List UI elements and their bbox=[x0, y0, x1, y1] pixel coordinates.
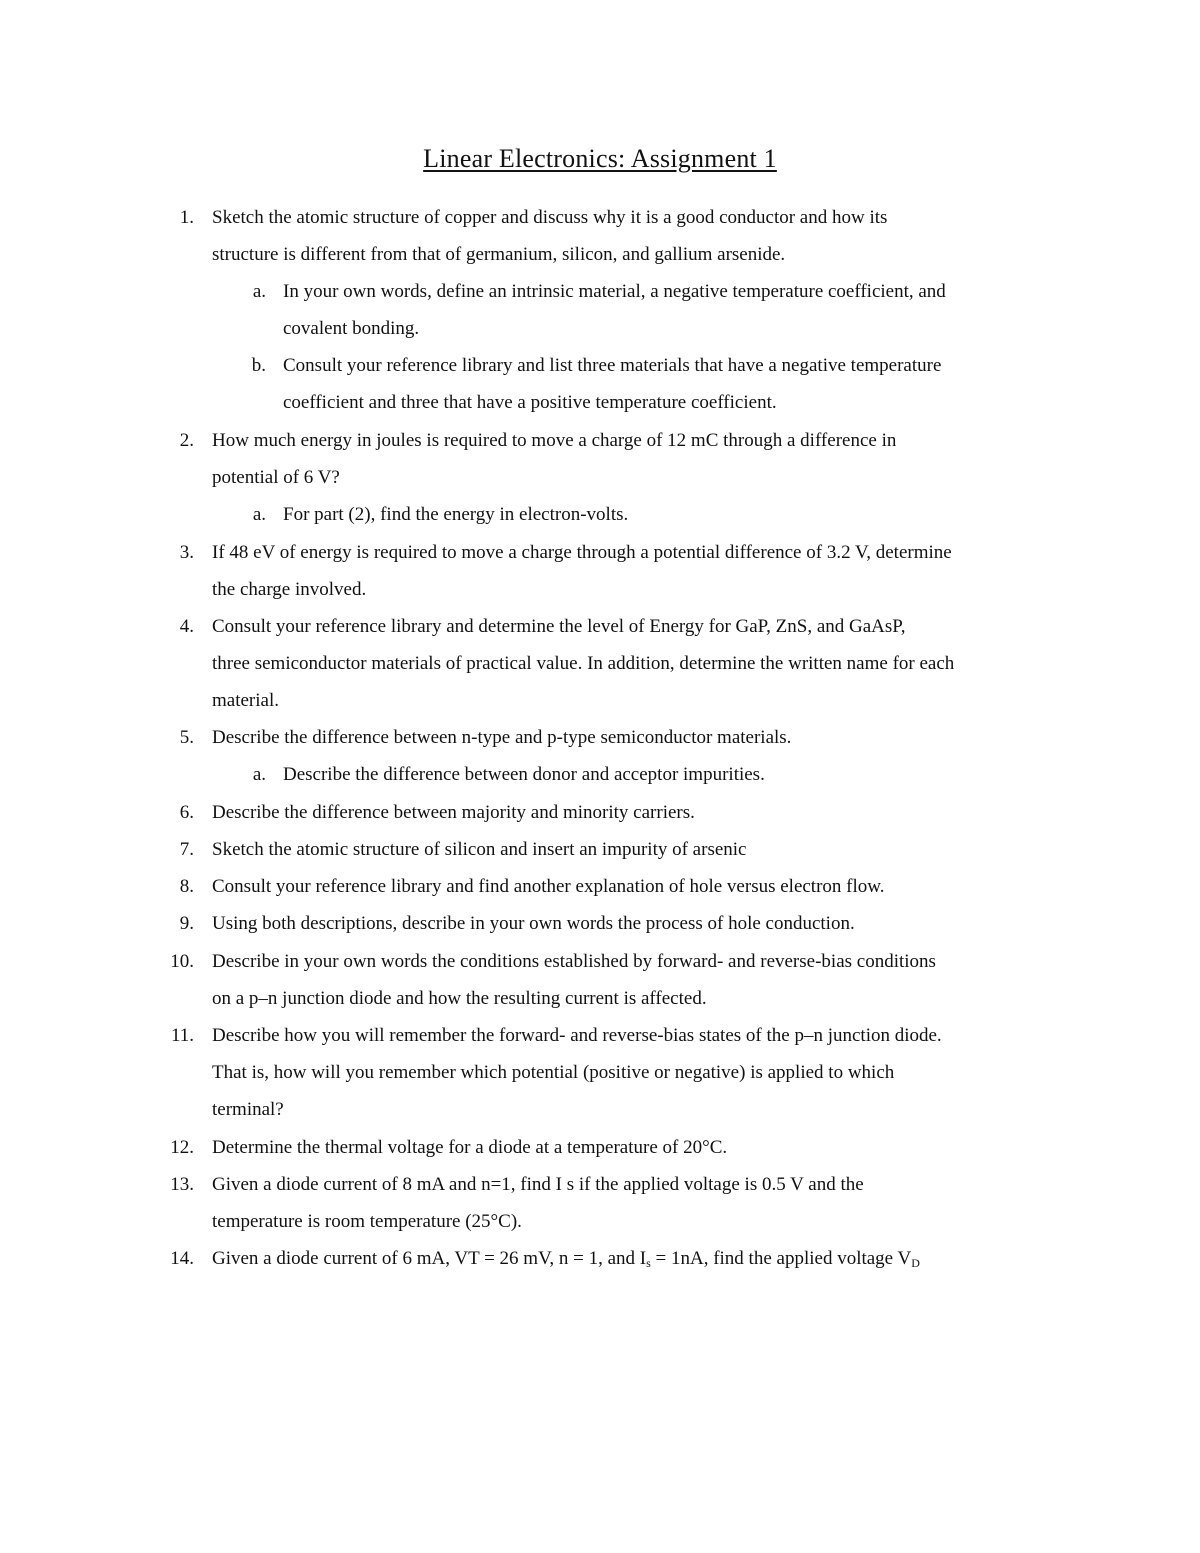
item-2-sub-a-line-1: For part (2), find the energy in electron-volts. bbox=[283, 504, 629, 525]
item-7-line-1: Sketch the atomic structure of silicon and insert an impurity of arsenic bbox=[212, 839, 747, 860]
item-number-12: 12. bbox=[170, 1137, 194, 1158]
item-10-line-1: Describe in your own words the conditions established by forward- and reverse-bias conditions bbox=[212, 951, 936, 972]
item-1-sub-b-line-1: Consult your reference library and list three materials that have a negative temperature bbox=[283, 355, 942, 376]
item-1-sub-a-letter: a. bbox=[252, 281, 266, 302]
item-14-subscript-d: D bbox=[911, 1256, 920, 1270]
item-14-text-a: Given a diode current of 6 mA, VT = 26 mV, n = 1, and I bbox=[212, 1248, 647, 1269]
item-5-sub-a-line-1: Describe the difference between donor and acceptor impurities. bbox=[283, 764, 765, 785]
item-number-7: 7. bbox=[179, 839, 194, 860]
item-3-line-2: the charge involved. bbox=[212, 579, 367, 600]
item-2-sub-a-letter: a. bbox=[252, 504, 266, 525]
item-10-line-2: on a p–n junction diode and how the resulting current is affected. bbox=[212, 988, 707, 1009]
item-2-line-2: potential of 6 V? bbox=[212, 467, 340, 488]
item-5-sub-a-letter: a. bbox=[252, 764, 266, 785]
item-1-sub-b-letter: b. bbox=[251, 355, 266, 376]
item-number-11: 11. bbox=[170, 1025, 194, 1046]
item-4-line-1: Consult your reference library and determine the level of Energy for GaP, ZnS, and GaAsP, bbox=[212, 616, 906, 637]
item-2-line-1: How much energy in joules is required to move a charge of 12 mC through a difference in bbox=[212, 430, 897, 451]
item-number-1: 1. bbox=[179, 207, 194, 228]
item-8-line-1: Consult your reference library and find another explanation of hole versus electron flow. bbox=[212, 876, 885, 897]
item-9-line-1: Using both descriptions, describe in your own words the process of hole conduction. bbox=[212, 913, 855, 934]
item-3-line-1: If 48 eV of energy is required to move a charge through a potential difference of 3.2 V, determine bbox=[212, 542, 952, 563]
item-4-line-2: three semiconductor materials of practical value. In addition, determine the written name for each bbox=[212, 653, 955, 674]
item-1-sub-a-line-1: In your own words, define an intrinsic material, a negative temperature coefficient, and bbox=[283, 281, 946, 302]
item-11-line-1: Describe how you will remember the forward- and reverse-bias states of the p–n junction diode. bbox=[212, 1025, 942, 1046]
item-number-4: 4. bbox=[179, 616, 194, 637]
item-number-9: 9. bbox=[179, 913, 194, 934]
item-14-subscript-s: s bbox=[646, 1256, 651, 1270]
item-12-line-1: Determine the thermal voltage for a diode at a temperature of 20°C. bbox=[212, 1137, 728, 1158]
item-4-line-3: material. bbox=[212, 690, 279, 711]
page-title: Linear Electronics: Assignment 1 bbox=[423, 144, 777, 173]
item-1-line-2: structure is different from that of germanium, silicon, and gallium arsenide. bbox=[212, 244, 786, 265]
item-1-sub-a-line-2: covalent bonding. bbox=[283, 318, 420, 339]
item-number-3: 3. bbox=[179, 542, 194, 563]
item-number-2: 2. bbox=[179, 430, 194, 451]
item-11-line-3: terminal? bbox=[212, 1099, 284, 1120]
item-number-5: 5. bbox=[179, 727, 194, 748]
item-14-line-1 bbox=[212, 1246, 920, 1272]
item-5-line-1: Describe the difference between n-type and p-type semiconductor materials. bbox=[212, 727, 792, 748]
item-number-8: 8. bbox=[179, 876, 194, 897]
item-1-line-1: Sketch the atomic structure of copper and discuss why it is a good conductor and how its bbox=[212, 207, 888, 228]
item-14-text-b: = 1nA, find the applied voltage V bbox=[650, 1248, 912, 1269]
item-number-14: 14. bbox=[170, 1248, 194, 1269]
item-number-10: 10. bbox=[170, 951, 194, 972]
item-11-line-2: That is, how will you remember which potential (positive or negative) is applied to which bbox=[212, 1062, 895, 1083]
item-13-line-1: Given a diode current of 8 mA and n=1, find I s if the applied voltage is 0.5 V and the bbox=[212, 1174, 864, 1195]
item-1-sub-b-line-2: coefficient and three that have a positive temperature coefficient. bbox=[283, 392, 777, 413]
item-number-13: 13. bbox=[170, 1174, 194, 1195]
item-number-6: 6. bbox=[179, 802, 194, 823]
item-6-line-1: Describe the difference between majority and minority carriers. bbox=[212, 802, 695, 823]
item-13-line-2: temperature is room temperature (25°C). bbox=[212, 1211, 522, 1232]
